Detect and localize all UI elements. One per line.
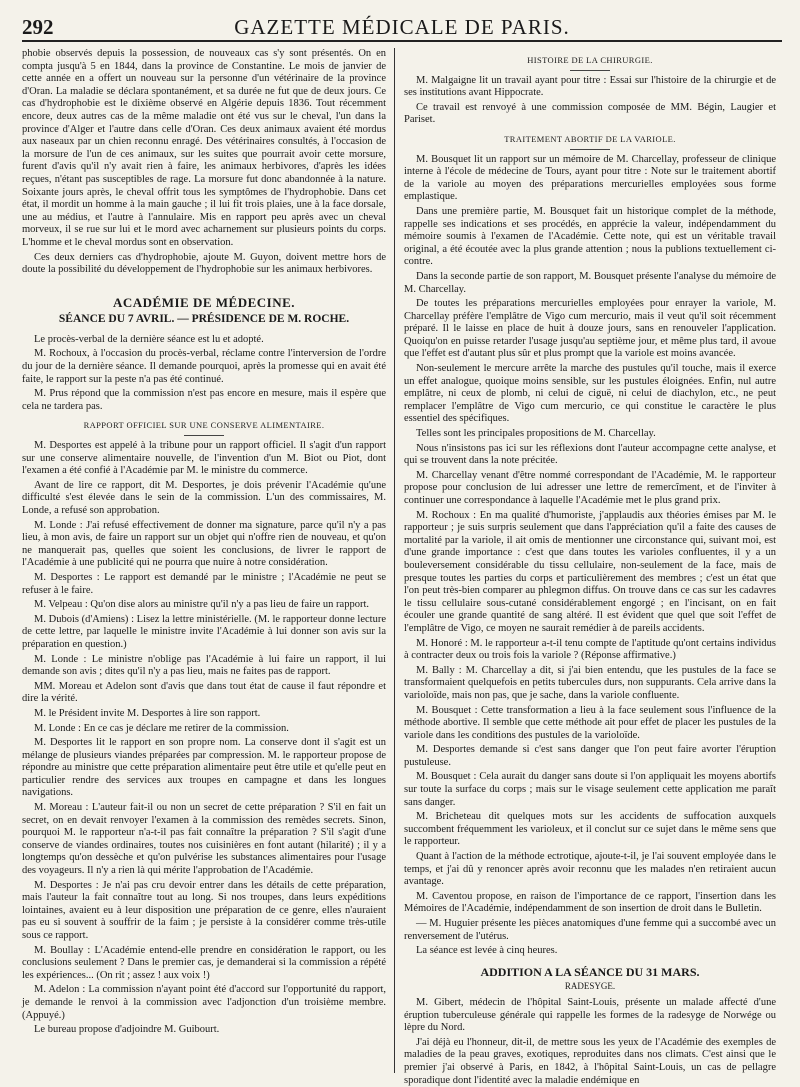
rapport-paragraphs <box>22 440 386 1037</box>
paragraph: M. Londe : J'ai refusé effectivement de donner ma signature, parce qu'il n'y a pas lieu, à mon avis, de faire un rapport sur un objet qui n'offre rien de nouveau, et qu'on ne manquerait pas, quelles que soient les conclusions, de livrer le rapport de l'Académie à une publicité qui ne pourra que nuire à notre considération. <box>22 519 386 569</box>
paragraph: M. Desportes est appelé à la tribune pour un rapport officiel. Il s'agit d'un rapport sur une conserve alimentaire nouvelle, de l'invention d'un M. Biot ou Piot, dont l'examen a été confié à l'Académie par M. le ministre du commerce. <box>22 440 386 477</box>
paragraph: Ces deux derniers cas d'hydrophobie, ajoute M. Guyon, doivent mettre hors de doute la possibilité du développement de l'hydrophobie sur les animaux herbivores. <box>22 251 386 276</box>
radesyge-subhead: RADESYGE. <box>564 981 616 992</box>
paragraph: M. Malgaigne lit un travail ayant pour titre : Essai sur l'histoire de la chirurgie et de ses institutions avant Hippocrate. <box>404 74 776 99</box>
paragraph: M. Desportes : Le rapport est demandé par le ministre ; l'Académie ne peut se refuser à le faire. <box>22 571 386 596</box>
paragraph: Dans une première partie, M. Bousquet fait un historique complet de la méthode, rappelle ses indications et ses procédés, en apprécie la valeur, indépendamment du mémoire soumis à l'examen de l'Académie. Cette note, qui est un véritable travail original, a été écoutée avec la plus grande attention ; nous la publions textuellement ci-contre. <box>404 205 776 268</box>
paragraph: Telles sont les principales propositions de M. Charcellay. <box>416 428 656 440</box>
page-header <box>22 10 782 42</box>
paragraph: M. Bousquet lit un rapport sur un mémoire de M. Charcellay, professeur de clinique interne à l'école de médecine de Tours, ayant pour titre : Note sur le traitement abortif de la variole au moyen des préparations mercurielles employées sous forme emplastique. <box>404 153 776 203</box>
paragraph: M. Charcellay venant d'être nommé correspondant de l'Académie, M. le rapporteur propose pour conclusion de lui adresser une lettre de remercîment, et de l'inviter à continuer une correspondance à laquelle l'Académie met le plus grand prix. <box>404 469 776 506</box>
paragraph: M. Moreau : L'auteur fait-il ou non un secret de cette préparation ? S'il en fait un secret, on en devait renvoyer l'examen à la commission des remèdes secrets. Sinon, pourquoi M. le rapporteur n'a-t-il pas fait connaître la préparation ? S'il s'agit d'une conserve de viandes ordinaires, toutes nos cuisinières en font autant (hilarité) ; il y a longtemps qu'on dessèche et qu'on pulvérise les substances alimentaires pour l'usage des voyageurs. Il n'y a rien là qui mérite l'approbation de l'Académie. <box>22 802 386 877</box>
paragraph: phobie observés depuis la possession, de nouveaux cas s'y sont présentés. On en compta jusqu'à 5 en 1844, dans la province de Constantine. Le mois de janvier de cette année en a offert un nouveau sur la personne d'un vétérinaire de la province d'Oran. La maladie se déclara spontanément, et sa durée ne fut que de deux jours. Ce cas d'hydrophobie est le dixième observé en Algérie depuis 1836. Tout récemment encore, deux autres cas de la même maladie ont été vus sur le cheval, l'un dans la province d'Alger et l'autre dans celle d'Oran. Ces deux animaux avaient été mordus aux naseaux par un chien reconnu enragé. Des vétérinaires consultés, à l'occasion de la morsure de l'un de ces animaux, sur les suites que pourrait avoir cette morsure, furent d'avis qu'il n'y avait rien à faire, les animaux herbivores, d'après les idées reçues, n'étant pas susceptibles de rage. La morsure fut donc abandonnée à la nature. Soixante jours après, le cheval offrit tous les symptômes de l'hydrophobie. Dans cet état, il mordit un homme à la main gauche ; il lui fit trois plaies, une à la face dorsale, une au médius, et l'autre à l'annulaire. Mis en rapport peu après avec un cheval morveux, il se rue sur lui et le mord avec acharnement sur plusieurs points du corps. L'homme et le cheval mordus sont en observation. <box>22 48 386 248</box>
paragraph: M. Honoré : M. le rapporteur a-t-il tenu compte de l'aptitude qu'ont certains individus à contracter deux ou trois fois la variole ? (Réponse affirmative.) <box>404 637 776 662</box>
paragraph: Nous n'insistons pas ici sur les réflexions dont l'auteur accompagne cette analyse, et qui se trouvent dans la note précitée. <box>404 442 776 467</box>
right-column <box>404 48 776 1086</box>
paragraph: Le procès-verbal de la dernière séance est lu et adopté. <box>34 333 264 345</box>
paragraph: Dans la seconde partie de son rapport, M. Bousquet présente l'analyse du mémoire de M. Charcellay. <box>404 270 776 295</box>
paragraph: M. Boullay : L'Académie entend-elle prendre en considération le rapport, ou les conclusions seulement ? Dans le premier cas, je demanderai si la commission a répété les expériences... (On rit ; assez ! aux voix !) <box>22 944 386 981</box>
paragraph: MM. Moreau et Adelon sont d'avis que dans tout état de cause il faut répondre et dire la vérité. <box>22 680 386 705</box>
paragraph: M. Desportes : Je n'ai pas cru devoir entrer dans les détails de cette préparation, mais l'auteur la fait connaître tout au long. Si nos troupes, dans leurs expéditions lointaines, avaient eu à leur disposition une préparation de ce genre, elles n'auraient pas eu si souvent à souffrir de la faim ; je persiste à la considérer comme très-utile sous ce rapport. <box>22 879 386 941</box>
paragraph: M. le Président invite M. Desportes à lire son rapport. <box>34 707 261 719</box>
paragraph: M. Dubois (d'Amiens) : Lisez la lettre ministérielle. (M. le rapporteur donne lecture de cette lettre, par laquelle le ministre invite l'Académie à lui donner son avis sur la préparation en question.) <box>22 613 386 650</box>
paragraph: M. Gibert, médecin de l'hôpital Saint-Louis, présente un malade affecté d'une éruption tuberculeuse générale qui rappelle les formes de la radesyge de Norwége ou lèpre du Nord. <box>404 996 776 1034</box>
paragraph: M. Prus répond que la commission n'est pas encore en mesure, mais il espère que cela ne tardera pas. <box>22 388 386 412</box>
paragraph: M. Bousquet : Cette transformation a lieu à la face seulement sous l'influence de la méthode abortive. Il semble que cette méthode ait pour effet de placer les pustules de la variole dans les conditions des pustules de la varioloïde. <box>404 704 776 741</box>
paragraph: J'ai déjà eu l'honneur, dit-il, de mettre sous les yeux de l'Académie des exemples de maladies de la peau graves, exotiques, reproduites dans nos climats. C'est ainsi que le premier j'ai observé à Paris, en 1842, à l'hôpital Saint-Louis, un cas de pellagre sporadique dont l'identité avec la maladie endémique en <box>404 1036 776 1086</box>
paragraph: M. Rochoux, à l'occasion du procès-verbal, réclame contre l'interversion de l'ordre du jour de la dernière séance. Il demande pourquoi, après la promesse qui en avait été faite, le rapport sur la peste n'a pas été continué. <box>22 348 386 385</box>
paragraph: La séance est levée à cinq heures. <box>416 945 558 957</box>
paragraph: De toutes les préparations mercurielles employées pour enrayer la variole, M. Charcellay préfère l'emplâtre de Vigo cum mercurio, mais il veut qu'il soit récemment préparé. Il le laisse en place de huit à douze jours, sans en renouveler l'application. Quoiqu'on en puisse retarder l'usage jusqu'au septième jour, et même plus tard, il avoue que l'effet est d'autant plus sûr et plus prompt que la variole est moins avancée. <box>404 298 776 360</box>
paragraph: Quant à l'action de la méthode ectrotique, ajoute-t-il, je l'ai souvent employée dans le temps, et j'ai dû y renoncer après avoir reconnu que les malades n'en retiraient aucun avantage. <box>404 851 776 888</box>
paragraph: M. Desportes demande si c'est sans danger que l'on peut faire avorter l'éruption pustuleuse. <box>404 744 776 768</box>
intro-paragraphs <box>22 48 386 277</box>
left-column <box>22 48 386 1073</box>
page-number: 292 <box>22 15 54 39</box>
paragraph: Ce travail est renvoyé à une commission composée de MM. Bégin, Laugier et Pariset. <box>404 101 776 126</box>
paragraph: Avant de lire ce rapport, dit M. Desportes, je dois prévenir l'Académie qu'une difficulté s'est élevée dans le sein de la commission. L'un des commissaires, M. Londe, a refusé son approbation. <box>22 479 386 516</box>
addition-title: ADDITION A LA SÉANCE DU 31 MARS. <box>480 964 700 979</box>
paragraph: M. Londe : En ce cas je déclare me retirer de la commission. <box>34 722 289 734</box>
rapport-subhead: RAPPORT OFFICIEL SUR UNE CONSERVE ALIMENTAIRE. <box>22 419 386 436</box>
radesyge-paragraphs <box>404 997 776 1087</box>
paragraph: M. Desportes lit le rapport en son propre nom. La conserve dont il s'agit est un mélange de plusieurs viandes préparées par compression. M. le rapporteur propose de répondre au ministre que cette préparation alimentaire peut être utile et qu'elle peut en particulier rendre des services aux troupes en campagne et dans les longues navigations. <box>22 737 386 799</box>
seance-title: SÉANCE DU 7 AVRIL. — PRÉSIDENCE DE M. ROCHE. <box>58 313 350 326</box>
paragraph: M. Velpeau : Qu'on dise alors au ministre qu'il n'y a pas lieu de faire un rapport. <box>34 599 369 611</box>
academie-title: ACADÉMIE DE MÉDECINE. <box>112 294 296 310</box>
paragraph: M. Londe : Le ministre n'oblige pas l'Académie à lui faire un rapport, il lui demande son avis ; dites qu'il n'y a pas lieu, mais ne faites pas de rapport. <box>22 653 386 678</box>
paragraph: M. Bousquet : Cela aurait du danger sans doute si l'on appliquait les moyens abortifs sur toute la surface du corps ; mais sur le visage seulement cette application me paraît sans danger. <box>404 771 776 808</box>
traitement-paragraphs <box>404 154 776 958</box>
histoire-subhead: HISTOIRE DE LA CHIRURGIE. <box>404 54 776 71</box>
paragraph: M. Caventou propose, en raison de l'importance de ce rapport, l'insertion dans les Mémoires de l'Académie, indépendamment de son insertion de droit dans le Bulletin. <box>404 890 776 915</box>
paragraph: M. Bally : M. Charcellay a dit, si j'ai bien entendu, que les pustules de la face se transformaient quelquefois en petits tubercules durs, non suppurants. Cela arrive dans la varioloïde, mais non pas, que je sache, dans la variole confluente. <box>404 664 776 701</box>
paragraph: Le bureau propose d'adjoindre M. Guibourt. <box>34 1024 220 1036</box>
histoire-paragraphs <box>404 75 776 127</box>
paragraph: M. Rochoux : En ma qualité d'humoriste, j'applaudis aux théories émises par M. le rapporteur ; je suis surpris seulement que dans l'appréciation qu'il a faite des causes de mortalité par la variole, il ait omis de mentionner une circonstance qui, suivant moi, est d'une grande importance : c'est que dans toutes les varioles confluentes, il y a un bouleversement considérable du tissu cellulaire, non-seulement de la face, mais de presque toutes les parties du corps et particulièrement des membres ; c'est un état que l'on peut très-bien comparer au phlegmon diffus. On trouve dans ce cas sur les cadavres le tissu cellulaire sous-cutané considérablement engorgé ; en l'incisant, on en fait écouler une grande quantité de sang altéré. Il est évident que quel que soit l'effet de l'emplâtre de Vigo, ce moyen ne saurait remédier à de pareils accidents. <box>404 509 776 634</box>
paragraph: M. Bricheteau dit quelques mots sur les accidents de suffocation auxquels succombent fréquemment les varioleux, et il conclut sur ce sujet dans le même sens que le rapporteur. <box>404 811 776 848</box>
traitement-subhead: TRAITEMENT ABORTIF DE LA VARIOLE. <box>404 133 776 150</box>
seance-opening <box>22 334 386 414</box>
paragraph: Non-seulement le mercure arrête la marche des pustules qu'il touche, mais il exerce un effet analogue, quoique moins sensible, sur les pustules éloignées. Enfin, nul autre emplâtre, ni ceux de plomb, ni celui de ciguë, ni celui de diachylon, etc., ne peut remplacer l'emplâtre de Vigo cum mercurio, ce qui constitue le caractère le plus essentiel des spécifiques. <box>404 363 776 425</box>
journal-title: GAZETTE MÉDICALE DE PARIS. <box>234 15 570 39</box>
paragraph: M. Adelon : La commission n'ayant point été d'accord sur l'opportunité du rapport, je demande le renvoi à la commission avec l'adjonction d'un troisième membre. (Appuyé.) <box>22 984 386 1021</box>
column-divider <box>394 48 395 1073</box>
paragraph: — M. Huguier présente les pièces anatomiques d'une femme qui a succombé avec un renversement de l'utérus. <box>404 918 776 942</box>
